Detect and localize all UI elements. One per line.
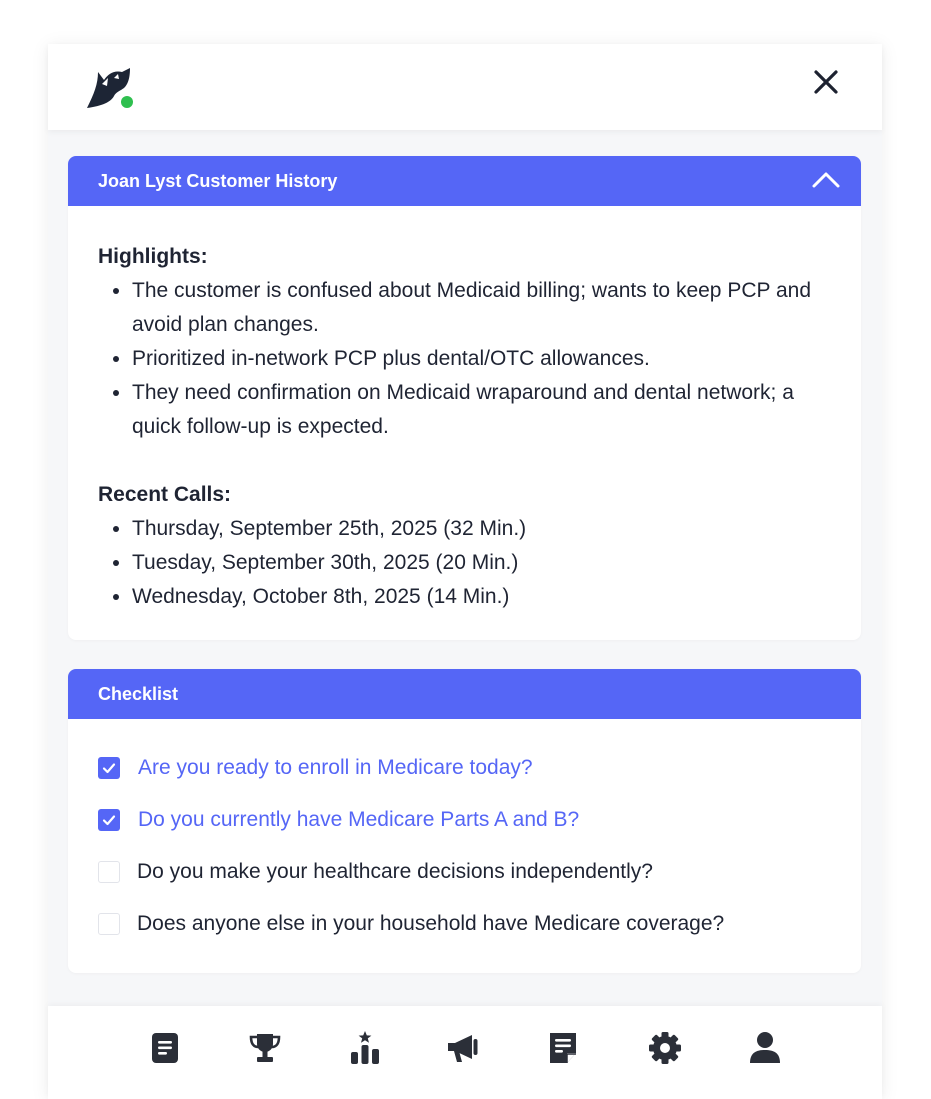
customer-history-header[interactable]	[68, 156, 861, 206]
highlight-item: • They need confirmation on Medicaid wraparound and dental network; a quick follow-up is expected.	[132, 376, 831, 444]
trophy-icon[interactable]	[247, 1030, 283, 1066]
checklist-item-label[interactable]: Do you make your healthcare decisions independently?	[137, 860, 653, 883]
checklist-item[interactable]	[68, 751, 861, 785]
highlights-heading: Highlights:	[98, 245, 208, 268]
checkbox-checked[interactable]	[98, 757, 120, 779]
checkbox-unchecked[interactable]	[98, 913, 120, 935]
recent-call-item: • Tuesday, September 30th, 2025 (20 Min.)	[132, 546, 831, 580]
checklist-item-label[interactable]: Are you ready to enroll in Medicare today?	[138, 756, 533, 779]
checklist-item-label[interactable]: Does anyone else in your household have Medicare coverage?	[137, 912, 725, 935]
customer-history-card	[68, 156, 861, 640]
checkbox-checked[interactable]	[98, 809, 120, 831]
highlights-list	[98, 274, 831, 444]
highlight-item: • The customer is confused about Medicaid billing; wants to keep PCP and avoid plan changes.	[132, 274, 831, 342]
panel-header	[48, 44, 882, 130]
leaderboard-icon[interactable]	[347, 1030, 383, 1066]
highlight-item: • Prioritized in-network PCP plus dental/OTC allowances.	[132, 342, 831, 376]
customer-history-body	[68, 206, 861, 614]
checklist-card	[68, 669, 861, 973]
assistant-panel	[48, 44, 882, 1099]
notes-icon[interactable]	[545, 1030, 581, 1066]
megaphone-icon[interactable]	[445, 1030, 481, 1066]
user-profile-icon[interactable]	[747, 1030, 783, 1066]
bottom-nav-bar	[48, 1006, 882, 1099]
checklist-body	[68, 719, 861, 941]
chevron-up-icon[interactable]	[811, 168, 841, 192]
document-icon[interactable]	[147, 1030, 183, 1066]
checklist-item[interactable]	[68, 855, 861, 889]
checklist-header	[68, 669, 861, 719]
close-icon[interactable]	[808, 64, 844, 100]
checkbox-unchecked[interactable]	[98, 861, 120, 883]
customer-history-title: Joan Lyst Customer History	[98, 170, 338, 191]
settings-gear-icon[interactable]	[647, 1030, 683, 1066]
checklist-item-label[interactable]: Do you currently have Medicare Parts A and B?	[138, 808, 580, 831]
checklist-item[interactable]	[68, 907, 861, 941]
recent-call-item: • Wednesday, October 8th, 2025 (14 Min.)	[132, 580, 831, 614]
recent-call-item: • Thursday, September 25th, 2025 (32 Min.)	[132, 512, 831, 546]
recent-calls-heading: Recent Calls:	[98, 483, 232, 506]
fox-logo-icon	[84, 64, 144, 114]
recent-calls-list	[98, 512, 831, 614]
checklist-item[interactable]	[68, 803, 861, 837]
checklist-title: Checklist	[98, 683, 179, 704]
